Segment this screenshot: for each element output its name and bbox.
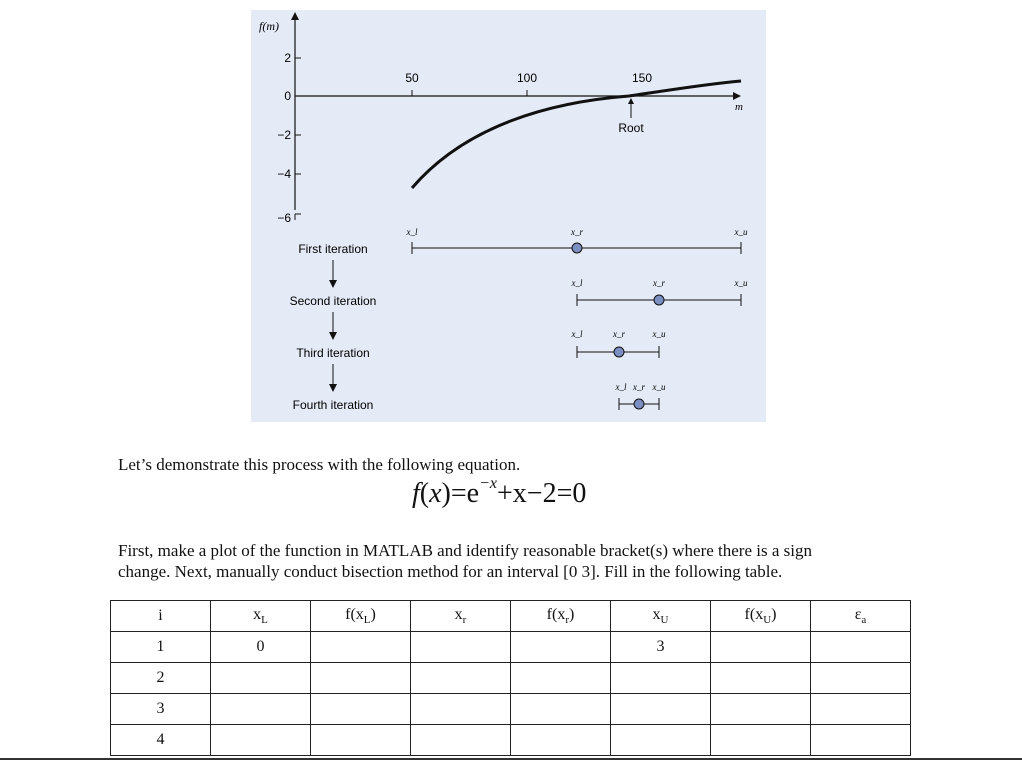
equation-exponent: −x bbox=[479, 474, 497, 492]
down-arrow-head bbox=[329, 384, 337, 392]
y-axis-arrow bbox=[291, 12, 299, 20]
header-fxr: $f(x_r)$ bbox=[511, 601, 611, 632]
y-tick-label: 0 bbox=[284, 89, 291, 103]
y-tick-label: −2 bbox=[277, 128, 291, 142]
table-header-row bbox=[111, 601, 911, 632]
table-cell bbox=[511, 694, 611, 725]
table-cell bbox=[211, 725, 311, 756]
iteration-xu-label: x_u bbox=[652, 382, 666, 392]
table-cell bbox=[411, 663, 511, 694]
iteration-xr-label: x_r bbox=[571, 227, 583, 237]
iteration-xl-label: x_l bbox=[571, 278, 583, 288]
bottom-divider bbox=[0, 758, 1022, 760]
equation-f: f bbox=[412, 478, 420, 509]
bisection-figure-svg bbox=[251, 10, 766, 422]
table-row bbox=[111, 694, 911, 725]
y-tick-label: −4 bbox=[277, 167, 291, 181]
iteration-xr-label: x_r bbox=[613, 329, 625, 339]
table-row bbox=[111, 632, 911, 663]
table-cell: 3 bbox=[611, 632, 711, 663]
table-cell: 3 bbox=[111, 694, 211, 725]
bisection-table bbox=[110, 600, 911, 756]
instruction-line-1: First, make a plot of the function in MATLAB and identify reasonable bracket(s) where there is a sign bbox=[118, 541, 812, 560]
table-cell: 2 bbox=[111, 663, 211, 694]
equation bbox=[412, 474, 587, 510]
table-cell bbox=[311, 725, 411, 756]
table-cell bbox=[511, 663, 611, 694]
iteration-xl-label: x_l bbox=[615, 382, 627, 392]
equation-rest: +x−2=0 bbox=[497, 478, 587, 509]
table-cell bbox=[311, 632, 411, 663]
table-cell bbox=[211, 694, 311, 725]
table-cell bbox=[511, 632, 611, 663]
equation-x: x bbox=[429, 478, 442, 509]
table-cell bbox=[811, 694, 911, 725]
midpoint-marker bbox=[634, 399, 644, 409]
x-tick-label: 50 bbox=[405, 71, 419, 85]
iteration-xu-label: x_u bbox=[734, 278, 748, 288]
table-cell bbox=[711, 663, 811, 694]
iteration-label: Third iteration bbox=[296, 346, 370, 360]
table-cell: 0 bbox=[211, 632, 311, 663]
header-xl: $x_L$ bbox=[211, 601, 311, 632]
x-tick-label: 150 bbox=[631, 71, 653, 85]
table-cell bbox=[611, 663, 711, 694]
root-arrow-head bbox=[628, 98, 634, 104]
header-ea: $\varepsilon_a$ bbox=[811, 601, 911, 632]
x-axis-label: m bbox=[735, 101, 743, 113]
iteration-xu-label: x_u bbox=[734, 227, 748, 237]
equation-eq: =e bbox=[450, 478, 480, 509]
table-cell: 1 bbox=[111, 632, 211, 663]
header-xu: $x_U$ bbox=[611, 601, 711, 632]
table-cell bbox=[811, 632, 911, 663]
table-cell bbox=[811, 663, 911, 694]
table-cell bbox=[411, 632, 511, 663]
y-tick-label: −6 bbox=[277, 211, 291, 225]
table-cell bbox=[811, 725, 911, 756]
table-cell bbox=[711, 725, 811, 756]
table-cell bbox=[211, 663, 311, 694]
table-row bbox=[111, 725, 911, 756]
midpoint-marker bbox=[572, 243, 582, 253]
bisection-figure bbox=[251, 10, 766, 422]
table-cell bbox=[311, 663, 411, 694]
iteration-label: Fourth iteration bbox=[292, 398, 374, 412]
intro-text: Let’s demonstrate this process with the following equation. bbox=[118, 455, 521, 474]
equation-paren-close: ) bbox=[441, 478, 451, 509]
iteration-xr-label: x_r bbox=[633, 382, 645, 392]
instruction-line-2: change. Next, manually conduct bisection method for an interval [0 3]. Fill in the following table. bbox=[118, 562, 783, 581]
table-cell bbox=[611, 725, 711, 756]
header-fxu: $f(x_U)$ bbox=[711, 601, 811, 632]
midpoint-marker bbox=[614, 347, 624, 357]
iteration-xu-label: x_u bbox=[652, 329, 666, 339]
down-arrow-head bbox=[329, 332, 337, 340]
x-axis-arrow bbox=[733, 92, 741, 100]
table-cell: 4 bbox=[111, 725, 211, 756]
table-cell bbox=[311, 694, 411, 725]
table-cell bbox=[611, 694, 711, 725]
table-cell bbox=[711, 632, 811, 663]
midpoint-marker bbox=[654, 295, 664, 305]
table-cell bbox=[411, 725, 511, 756]
table-cell bbox=[411, 694, 511, 725]
function-curve bbox=[412, 81, 741, 188]
header-xr: $x_r$ bbox=[411, 601, 511, 632]
table-row bbox=[111, 663, 911, 694]
y-tick-label: 2 bbox=[284, 51, 291, 65]
root-label: Root bbox=[618, 121, 644, 135]
iteration-xr-label: x_r bbox=[653, 278, 665, 288]
table-cell bbox=[511, 725, 611, 756]
iteration-label: Second iteration bbox=[289, 294, 377, 308]
equation-paren-open: ( bbox=[419, 478, 430, 509]
iteration-xl-label: x_l bbox=[571, 329, 583, 339]
header-fxl: $f(x_L)$ bbox=[311, 601, 411, 632]
iteration-label: First iteration bbox=[298, 242, 368, 256]
y-axis-label: f(m) bbox=[259, 19, 279, 33]
iteration-xl-label: x_l bbox=[406, 227, 418, 237]
down-arrow-head bbox=[329, 280, 337, 288]
header-i: i bbox=[111, 601, 211, 632]
table-cell bbox=[711, 694, 811, 725]
x-tick-label: 100 bbox=[516, 71, 538, 85]
